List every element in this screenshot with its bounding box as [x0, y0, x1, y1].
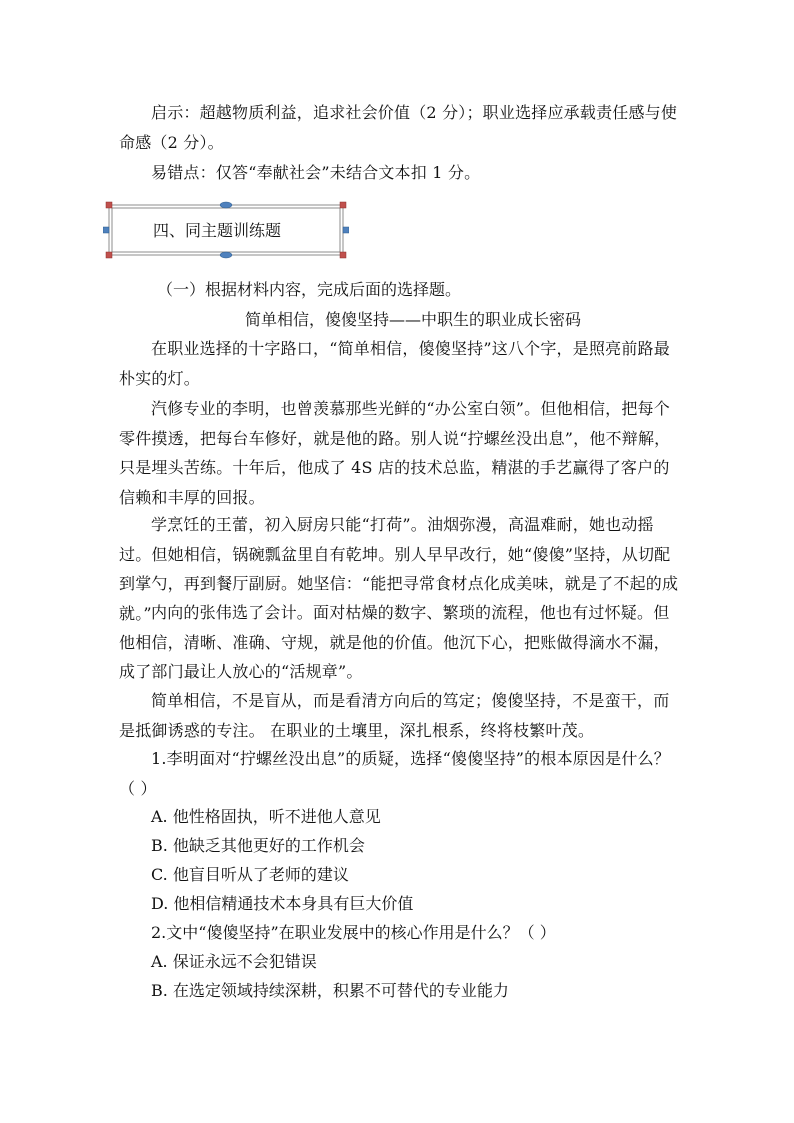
question-1-option-c: C. 他盲目听从了老师的建议 — [151, 865, 349, 884]
material-paragraph: 学烹饪的王蕾，初入厨房只能“打荷”。油烟弥漫，高温难耐，她也动摇过。但她相信，锅碗瓢盆里自有乾坤。别人早早改行，她“傻傻”坚持，从切配到掌勺，再到餐厅副厨。她坚信：“能把寻常食材点化成美味，就是了不起的成就。” — [119, 515, 679, 623]
material-paragraph: 汽修专业的李明，也曾羡慕那些光鲜的“办公室白领”。但他相信，把每个零件摸透，把每台车修好，就是他的路。别人说“拧螺丝没出息”，他不辩解，只是埋头苦练。十年后，他成了 4S 店的技术总监，精湛的手艺赢得了客户的信赖和丰厚的回报。 — [119, 399, 671, 507]
question-2-option-b: B. 在选定领域持续深耕，积累不可替代的专业能力 — [151, 981, 509, 1000]
answer-insight: 启示：超越物质利益，追求社会价值（2 分）；职业选择应承载责任感与使命感（2 分）。 — [119, 103, 678, 152]
question-1-option-d: D. 他相信精通技术本身具有巨大价值 — [151, 894, 414, 913]
material-title: 简单相信，傻傻坚持——中职生的职业成长密码 — [244, 310, 581, 329]
question-2-option-a: A. 保证永远不会犯错误 — [151, 952, 317, 971]
section-title: 四、同主题训练题 — [153, 221, 282, 240]
question-1-stem: 1.李明面对“拧螺丝没出息”的质疑，选择“傻傻坚持”的根本原因是什么？（ ） — [119, 749, 670, 798]
material-instruction: （一）根据材料内容，完成后面的选择题。 — [157, 280, 462, 299]
material-paragraph: 在职业选择的十字路口，“简单相信，傻傻坚持”这八个字，是照亮前路最朴实的灯。 — [119, 339, 670, 388]
material-paragraph: 简单相信，不是盲从，而是看清方向后的笃定；傻傻坚持，不是蛮干，而是抵御诱惑的专注。 在职业的土壤里，深扎根系，终将枝繁叶茂。 — [119, 691, 670, 740]
answer-common-mistake: 易错点：仅答“奉献社会”未结合文本扣 1 分。 — [151, 163, 481, 182]
question-1-option-a: A. 他性格固执，听不进他人意见 — [151, 807, 381, 826]
question-2-stem: 2.文中“傻傻坚持”在职业发展中的核心作用是什么？（ ） — [151, 923, 556, 942]
material-paragraph: 内向的张伟选了会计。面对枯燥的数字、繁琐的流程，他也有过怀疑。但他相信，清晰、准确、守规，就是他的价值。他沉下心，把账做得滴水不漏，成了部门最让人放心的“活规章”。 — [119, 603, 670, 681]
question-1-option-b: B. 他缺乏其他更好的工作机会 — [151, 836, 365, 855]
